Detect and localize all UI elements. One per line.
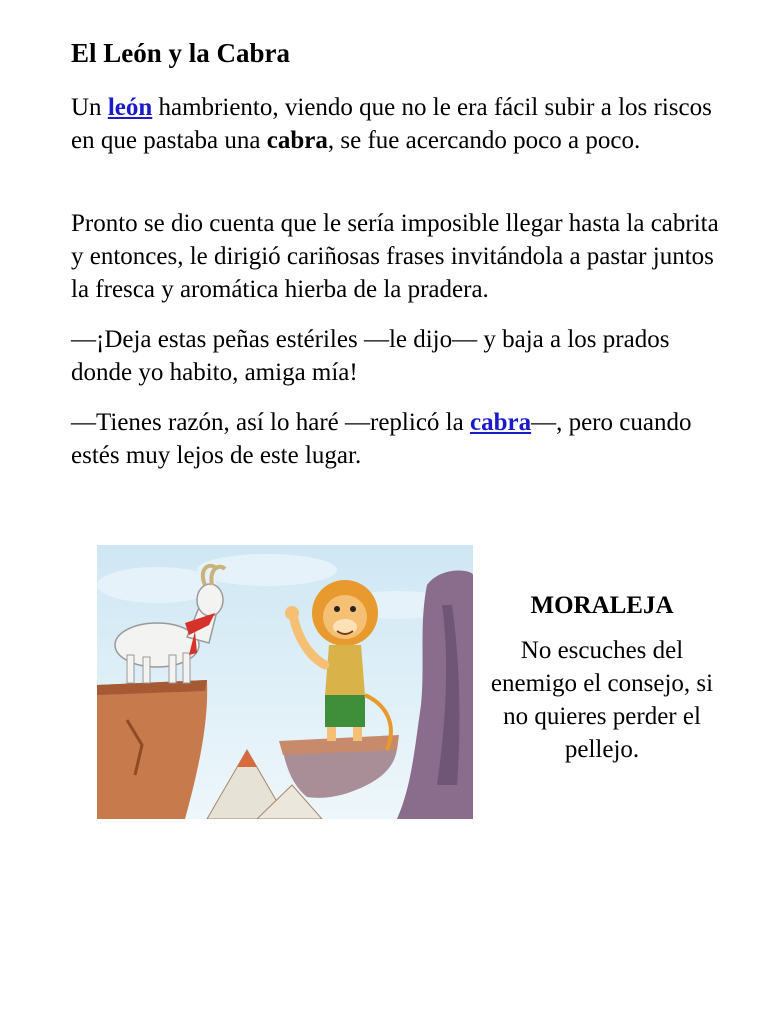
cloud [197, 554, 337, 586]
cabra-link[interactable]: cabra [469, 409, 532, 436]
p4-text-end: —, pero cuando estés muy lejos de este lugar. [71, 409, 692, 469]
moral-title: MORALEJA [530, 592, 674, 619]
moral-box [486, 588, 718, 766]
paragraph-2: Pronto se dio cuenta que le sería imposible llegar hasta la cabrita y entonces, le dirigió cariñosas frases invitándola a pastar juntos la fresca y aromática hierba de la pradera. [71, 210, 719, 303]
p1-text-start: Un [71, 94, 108, 121]
p1-text-middle: hambriento, viendo que no le era fácil subir a los riscos en que pastaba una [71, 94, 712, 154]
paragraph-4 [71, 406, 731, 472]
p4-text-start: —Tienes razón, así lo haré —replicó la [71, 409, 470, 436]
cabra-bold: cabra [266, 127, 328, 154]
leon-link[interactable]: león [107, 94, 153, 121]
story-title: El León y la Cabra [71, 38, 291, 68]
p1-text-end: , se fue acercando poco a poco. [327, 127, 641, 154]
paragraph-3: —¡Deja estas peñas estériles —le dijo— y baja a los prados donde yo habito, amiga mía! [71, 326, 670, 386]
lion-and-goat-illustration [97, 545, 473, 819]
moral-text: No escuches del enemigo el consejo, si no quieres perder el pellejo. [490, 637, 714, 763]
paragraph-1 [71, 91, 731, 157]
